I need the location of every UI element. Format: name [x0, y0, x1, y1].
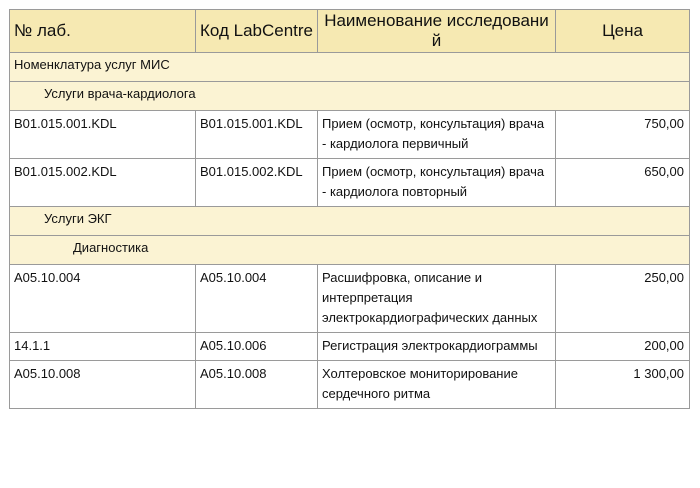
cell-price: 750,00 [556, 111, 690, 159]
cell-code: B01.015.002.KDL [196, 159, 318, 207]
cell-name: Прием (осмотр, консультация) врача - кардиолога повторный [318, 159, 556, 207]
cell-code: A05.10.004 [196, 265, 318, 333]
cell-code: A05.10.006 [196, 333, 318, 361]
group-label-ecg: Услуги ЭКГ [10, 207, 690, 236]
group-row [10, 53, 690, 82]
price-table [9, 9, 690, 409]
table-row [10, 111, 690, 159]
table-row [10, 361, 690, 409]
cell-lab-no: B01.015.002.KDL [10, 159, 196, 207]
group-label-nomenclature: Номенклатура услуг МИС [10, 53, 690, 82]
group-label-cardiologist: Услуги врача-кардиолога [10, 82, 690, 111]
header-lab-no: № лаб. [10, 10, 196, 53]
cell-name: Регистрация электрокардиограммы [318, 333, 556, 361]
header-price: Цена [556, 10, 690, 53]
cell-code: B01.015.001.KDL [196, 111, 318, 159]
cell-lab-no: 14.1.1 [10, 333, 196, 361]
table-row [10, 333, 690, 361]
cell-code: A05.10.008 [196, 361, 318, 409]
cell-name: Прием (осмотр, консультация) врача - кардиолога первичный [318, 111, 556, 159]
table-row [10, 159, 690, 207]
group-label-diagnostics: Диагностика [10, 236, 690, 265]
header-code: Код LabCentre [196, 10, 318, 53]
header-name: Наименование исследований [318, 10, 556, 53]
cell-price: 1 300,00 [556, 361, 690, 409]
cell-lab-no: A05.10.004 [10, 265, 196, 333]
cell-name: Расшифровка, описание и интерпретация электрокардиографических данных [318, 265, 556, 333]
header-row [10, 10, 690, 53]
cell-lab-no: A05.10.008 [10, 361, 196, 409]
cell-name: Холтеровское мониторирование сердечного ритма [318, 361, 556, 409]
cell-price: 250,00 [556, 265, 690, 333]
cell-price: 650,00 [556, 159, 690, 207]
table-row [10, 265, 690, 333]
cell-lab-no: B01.015.001.KDL [10, 111, 196, 159]
group-row [10, 82, 690, 111]
group-row [10, 236, 690, 265]
cell-price: 200,00 [556, 333, 690, 361]
group-row [10, 207, 690, 236]
